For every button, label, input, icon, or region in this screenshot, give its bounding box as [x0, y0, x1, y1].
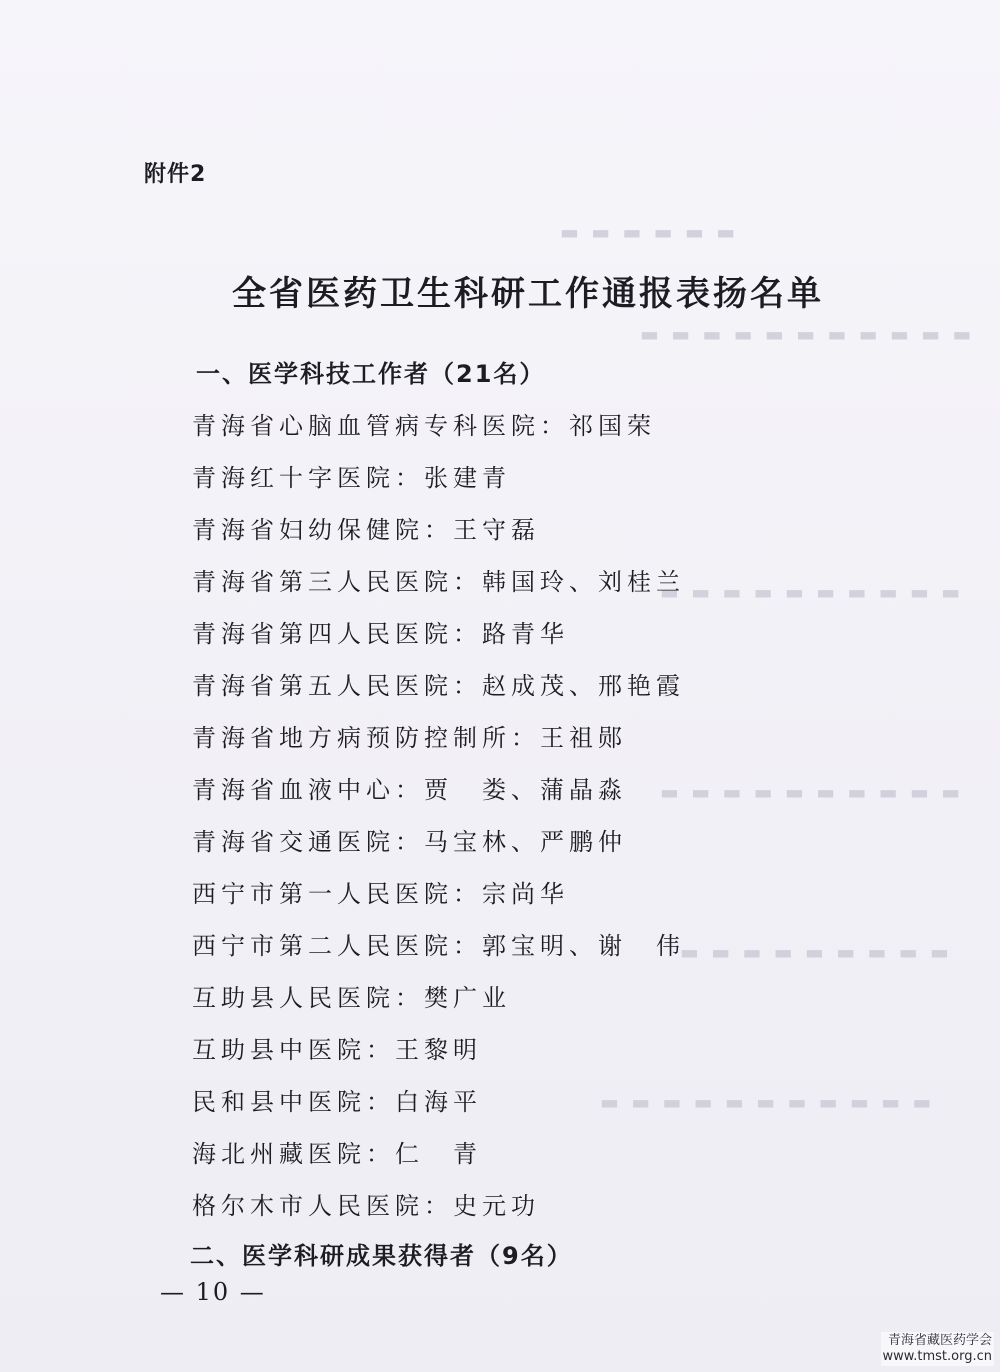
show-through-text: ▬ ▬ ▬ ▬ ▬ ▬ ▬ ▬ ▬ ▬ ▬ [640, 322, 975, 346]
list-item: 青海省妇幼保健院：王守磊 [192, 516, 540, 544]
show-through-text: ▬ ▬ ▬ ▬ ▬ ▬ ▬ ▬ ▬ ▬ [660, 580, 964, 604]
list-item: 青海省第三人民医院：韩国玲、刘桂兰 [192, 568, 685, 596]
section-heading-2: 二、医学科研成果获得者（9名） [190, 1242, 573, 1270]
show-through-text: ▬ ▬ ▬ ▬ ▬ ▬ ▬ ▬ ▬ [680, 940, 952, 964]
list-item: 青海省地方病预防控制所：王祖郧 [192, 724, 627, 752]
list-item: 青海红十字医院：张建青 [192, 464, 511, 492]
document-title: 全省医药卫生科研工作通报表扬名单 [232, 274, 824, 314]
show-through-text: ▬ ▬ ▬ ▬ ▬ ▬ ▬ ▬ ▬ ▬ ▬ [600, 1090, 935, 1114]
list-item: 民和县中医院：白海平 [192, 1088, 482, 1116]
show-through-text: ▬ ▬ ▬ ▬ ▬ ▬ ▬ ▬ ▬ ▬ [660, 780, 964, 804]
watermark-url: www.tmst.org.cn [882, 1349, 992, 1364]
list-item: 互助县中医院：王黎明 [192, 1036, 482, 1064]
list-item: 西宁市第二人民医院：郭宝明、谢 伟 [192, 932, 685, 960]
list-item: 西宁市第一人民医院：宗尚华 [192, 880, 569, 908]
list-item: 海北州藏医院：仁 青 [192, 1140, 482, 1168]
list-item: 青海省心脑血管病专科医院：祁国荣 [192, 412, 656, 440]
list-item: 青海省交通医院：马宝林、严鹏仲 [192, 828, 627, 856]
watermark-name: 青海省藏医药学会 [887, 1333, 992, 1348]
section-heading-1: 一、医学科技工作者（21名） [196, 360, 546, 388]
list-item: 格尔木市人民医院：史元功 [192, 1192, 540, 1220]
page-number: — 10 — [160, 1278, 266, 1306]
list-item: 青海省血液中心：贾 娄、蒲晶淼 [192, 776, 627, 804]
show-through-text: ▬ ▬ ▬ ▬ ▬ ▬ [560, 220, 739, 244]
attachment-label: 附件2 [144, 162, 207, 187]
list-item: 青海省第五人民医院：赵成茂、邢艳霞 [192, 672, 685, 700]
list-item: 互助县人民医院：樊广业 [192, 984, 511, 1012]
list-item: 青海省第四人民医院：路青华 [192, 620, 569, 648]
site-watermark [881, 1332, 994, 1366]
